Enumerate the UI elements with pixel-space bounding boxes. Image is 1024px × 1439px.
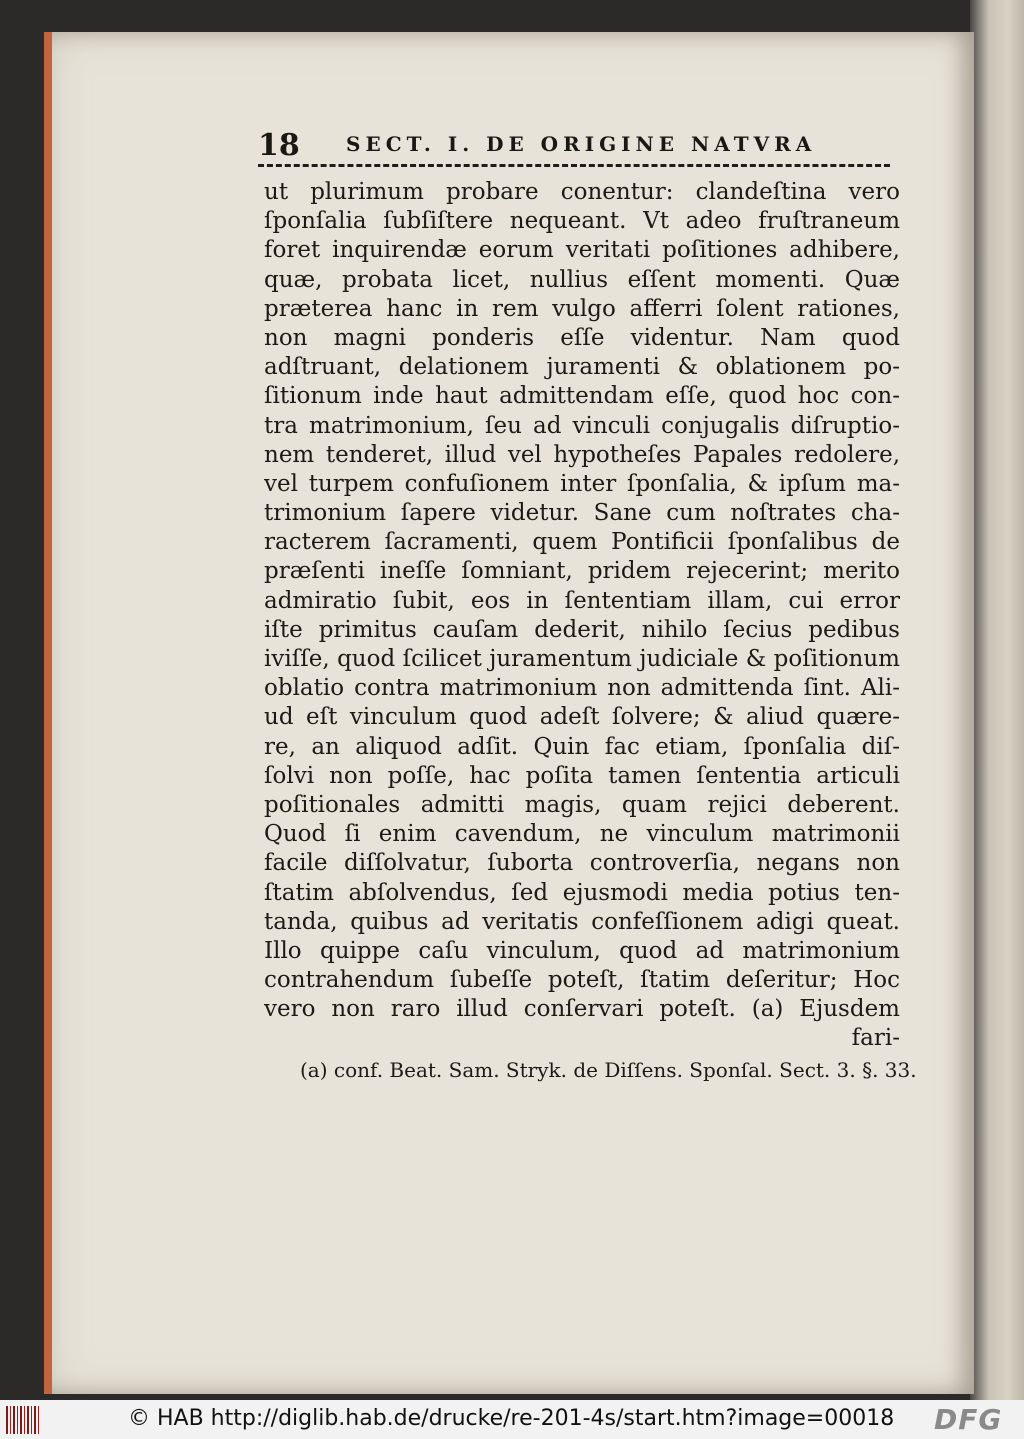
copyright-link[interactable]: © HAB http://diglib.hab.de/drucke/re-201-4s/start.htm?image=00018 <box>128 1406 895 1431</box>
text-line: ſolvi non poſſe, hac poſita tamen ſententia articuli <box>264 762 900 789</box>
text-line: ſitionum inde haut admittendam eſſe, quod hoc con- <box>264 383 900 410</box>
text-line: trimonium ſapere videtur. Sane cum noſtrates cha- <box>264 500 900 527</box>
text-line: ſponſalia ſubſiſtere nequeant. Vt adeo fruſtraneum <box>264 208 900 235</box>
text-line: præſenti ineſſe ſomniant, pridem rejecerint; merito <box>264 558 900 585</box>
header-rule <box>258 164 890 167</box>
dfg-logo: DFG <box>934 1403 1003 1436</box>
text-line: oblatio contra matrimonium non admittenda ſint. Ali- <box>264 675 900 702</box>
text-line: ſtatim abſolvendus, ſed ejusmodi media potius ten- <box>264 879 900 906</box>
text-line: admiratio ſubit, eos in ſententiam illam, cui error <box>264 587 900 614</box>
text-line: non magni ponderis eſſe videntur. Nam quod <box>264 324 900 351</box>
catchword: fari- <box>851 1025 900 1052</box>
text-line: nem tenderet, illud vel hypotheſes Papales redolere, <box>264 441 900 468</box>
text-line: foret inquirendæ eorum veritati poſitiones adhibere, <box>264 237 900 264</box>
text-line: vel turpem confuſionem inter ſponſalia, & ipſum ma- <box>264 470 900 497</box>
text-line: re, an aliquod adſit. Quin fac etiam, ſponſalia diſ- <box>264 733 900 760</box>
text-line: adſtruant, delationem juramenti & oblationem po- <box>264 354 900 381</box>
barcode-icon <box>6 1406 40 1434</box>
text-line: iviſſe, quod ſcilicet juramentum judiciale & poſitionum <box>264 646 900 672</box>
text-line: ud eſt vinculum quod adeſt ſolvere; & aliud quære- <box>264 704 900 731</box>
running-head: SECT. I. DE ORIGINE NATVRA <box>346 132 817 156</box>
text-line: facile diſſolvatur, ſuborta controverſia, negans non <box>264 850 900 877</box>
page-number: 18 <box>258 128 300 163</box>
footer-bar <box>0 1400 1024 1439</box>
text-line: tra matrimonium, ſeu ad vinculi conjugalis diſruptio- <box>264 412 900 439</box>
text-line: racterem ſacramenti, quem Pontificii ſponſalibus de <box>264 529 900 556</box>
next-page-edge <box>970 0 1024 1400</box>
text-line: tanda, quibus ad veritatis confeſſionem adigi queat. <box>264 908 900 935</box>
text-line: contrahendum ſubeſſe poteſt, ſtatim deſeritur; Hoc <box>264 967 900 994</box>
footnote: (a) conf. Beat. Sam. Stryk. de Diſſens. Sponſal. Sect. 3. §. 33. <box>300 1058 917 1082</box>
text-line: ut plurimum probare conentur: clandeſtina vero <box>264 179 900 205</box>
text-line: vero non raro illud conſervari poteſt. (a) Ejusdem <box>264 996 900 1023</box>
text-line: iſte primitus cauſam dederit, nihilo ſecius pedibus <box>264 616 900 643</box>
body-text <box>264 178 900 1054</box>
text-line: præterea hanc in rem vulgo afferri ſolent rationes, <box>264 295 900 322</box>
page-header <box>258 128 898 162</box>
text-line: Illo quippe caſu vinculum, quod ad matrimonium <box>264 937 900 964</box>
text-line: poſitionales admitti magis, quam rejici deberent. <box>264 791 900 818</box>
text-line: quæ, probata licet, nullius eſſent momenti. Quæ <box>264 266 900 293</box>
text-line: Quod ſi enim cavendum, ne vinculum matrimonii <box>264 821 900 848</box>
